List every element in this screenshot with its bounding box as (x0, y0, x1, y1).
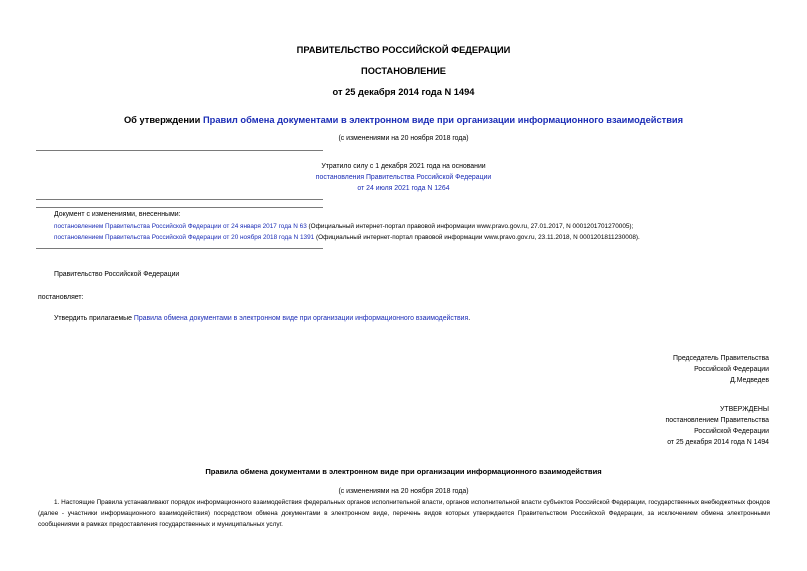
rules-title: Правила обмена документами в электронном виде при организации информационного взаимодействия (205, 467, 602, 476)
amendment-text: (Официальный интернет-портал правовой информации www.pravo.gov.ru, 27.01.2017, N 0001201701270005); (306, 223, 634, 230)
signature-country: Российской Федерации (694, 366, 769, 373)
changes-note: (с изменениями на 20 ноября 2018 года) (338, 135, 469, 142)
signature-position: Председатель Правительства (673, 355, 769, 362)
rules-changes-note: (с изменениями на 20 ноября 2018 года) (338, 488, 469, 495)
expired-link-date[interactable]: от 24 июля 2021 года N 1264 (357, 185, 450, 192)
approved-line-3: Российской Федерации (694, 428, 769, 435)
approve-statement (54, 315, 470, 322)
amendment-text: (Официальный интернет-портал правовой информации www.pravo.gov.ru, 23.11.2018, N 0001201811230008). (314, 234, 640, 241)
divider (36, 248, 323, 249)
signature-name: Д.Медведев (730, 377, 769, 384)
header-doc-type: ПОСТАНОВЛЕНИЕ (361, 66, 446, 76)
document-title-prefix: Об утверждении (123, 115, 203, 125)
header-date: от 25 декабря 2014 года N 1494 (332, 87, 475, 97)
divider (36, 207, 323, 208)
approve-suffix: . (468, 315, 471, 322)
document-title (0, 115, 807, 125)
header-government: ПРАВИТЕЛЬСТВО РОССИЙСКОЙ ФЕДЕРАЦИИ (296, 45, 511, 55)
approve-prefix: Утвердить прилагаемые (54, 315, 134, 322)
approve-rules-link[interactable]: Правила обмена документами в электронном виде при организации информационного взаимодействия (133, 315, 469, 322)
document-title-link[interactable]: Правил обмена документами в электронном виде при организации информационного взаимодействия (202, 115, 684, 125)
amendments-intro: Документ с изменениями, внесенными: (54, 211, 181, 218)
expired-line-1: Утратило силу с 1 декабря 2021 года на основании (321, 163, 486, 170)
amendment-item (54, 234, 640, 241)
approved-line-2: постановлением Правительства (665, 417, 769, 424)
approved-heading: УТВЕРЖДЕНЫ (720, 406, 769, 413)
issuer: Правительство Российской Федерации (54, 271, 180, 278)
decrees-word: постановляет: (38, 294, 84, 301)
approved-line-4: от 25 декабря 2014 года N 1494 (667, 439, 769, 446)
amendment-link-2018[interactable]: постановлением Правительства Российской Федерации от 20 ноября 2018 года N 1391 (54, 234, 315, 241)
amendment-item (54, 223, 633, 230)
expired-link-decree[interactable]: постановления Правительства Российской Федерации (315, 174, 492, 181)
divider (36, 199, 323, 200)
divider (36, 150, 323, 151)
amendment-link-2017[interactable]: постановлением Правительства Российской Федерации от 24 января 2017 года N 63 (54, 223, 307, 230)
rules-paragraph-1: 1. Настоящие Правила устанавливают порядок информационного взаимодействия федеральных органов исполнительной власти, органов исполнительной власти субъектов Российской Федерации, государственных внебюджетных фондов (далее - участники информационного взаимодействия) посредством обмена документами в электронном виде, перечень видов которых утверждается Правительством Российской Федерации, за исключением обмена электронными сообщениями в рамках предоставления государственных и муниципальных услуг. (38, 499, 770, 529)
